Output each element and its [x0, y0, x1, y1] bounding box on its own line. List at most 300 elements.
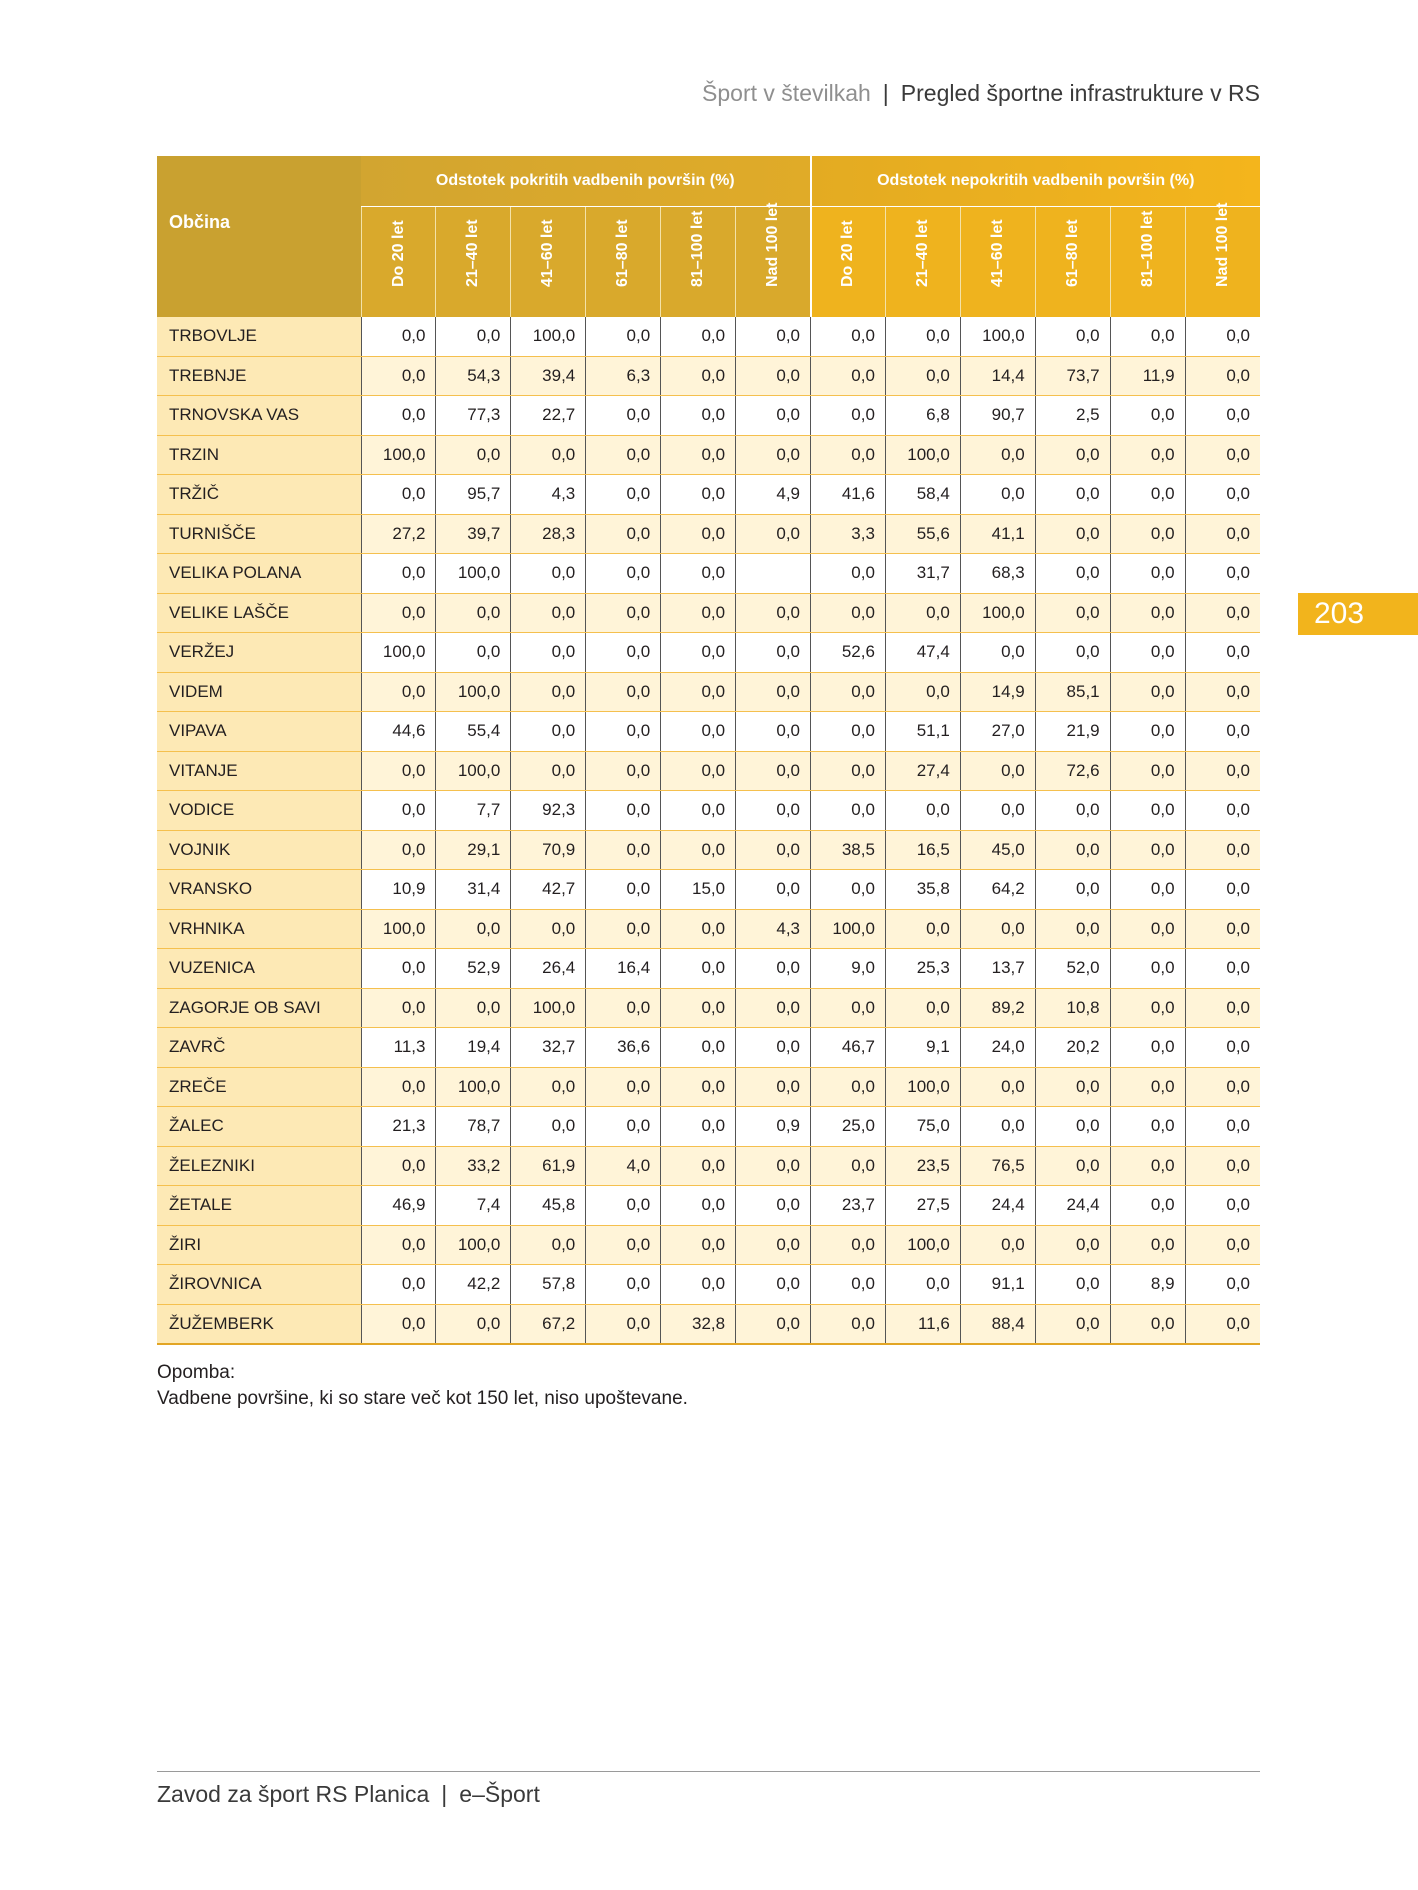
table-row — [157, 356, 1260, 396]
uncovered-percent-cell: 0,0 — [1110, 435, 1185, 475]
covered-percent-cell: 0,0 — [586, 791, 661, 831]
covered-percent-cell: 0,0 — [586, 909, 661, 949]
covered-percent-cell: 0,0 — [586, 514, 661, 554]
covered-percent-cell: 95,7 — [436, 475, 511, 515]
municipality-name: VELIKE LAŠČE — [157, 593, 361, 633]
municipality-name: ŽIRI — [157, 1225, 361, 1265]
covered-percent-cell: 15,0 — [661, 870, 736, 910]
uncovered-percent-cell: 0,0 — [960, 909, 1035, 949]
covered-percent-cell: 0,0 — [736, 672, 811, 712]
uncovered-percent-cell: 52,0 — [1035, 949, 1110, 989]
table-row — [157, 870, 1260, 910]
covered-percent-cell: 0,0 — [661, 672, 736, 712]
uncovered-percent-cell: 0,0 — [1110, 830, 1185, 870]
uncovered-percent-cell: 0,0 — [1035, 554, 1110, 594]
age-header-label: 81–100 let — [1138, 210, 1156, 287]
covered-percent-cell: 0,0 — [736, 712, 811, 752]
uncovered-percent-cell: 0,0 — [1110, 1186, 1185, 1226]
covered-percent-cell: 0,0 — [736, 1067, 811, 1107]
covered-percent-cell: 0,0 — [736, 396, 811, 436]
covered-percent-cell: 77,3 — [436, 396, 511, 436]
covered-percent-cell: 0,0 — [436, 1304, 511, 1344]
uncovered-percent-cell: 0,0 — [811, 435, 886, 475]
uncovered-percent-cell: 51,1 — [885, 712, 960, 752]
uncovered-percent-cell: 0,0 — [1110, 1028, 1185, 1068]
uncovered-percent-cell: 0,0 — [1185, 1304, 1260, 1344]
uncovered-percent-cell: 0,0 — [1035, 870, 1110, 910]
uncovered-percent-cell: 0,0 — [1185, 1067, 1260, 1107]
covered-percent-cell: 0,0 — [736, 1028, 811, 1068]
covered-percent-cell: 0,0 — [361, 988, 436, 1028]
uncovered-percent-cell: 0,0 — [1110, 1146, 1185, 1186]
covered-percent-cell: 0,0 — [436, 633, 511, 673]
uncovered-percent-cell: 52,6 — [811, 633, 886, 673]
uncovered-percent-cell: 21,9 — [1035, 712, 1110, 752]
uncovered-percent-cell: 58,4 — [885, 475, 960, 515]
covered-percent-cell: 0,0 — [661, 633, 736, 673]
table-row — [157, 1225, 1260, 1265]
covered-percent-cell: 0,0 — [661, 988, 736, 1028]
uncovered-percent-cell: 0,0 — [1185, 830, 1260, 870]
covered-percent-cell: 0,0 — [736, 633, 811, 673]
page-footer — [157, 1781, 540, 1808]
uncovered-percent-cell: 0,0 — [1185, 1225, 1260, 1265]
uncovered-percent-cell: 0,0 — [811, 791, 886, 831]
uncovered-percent-cell: 0,0 — [1110, 514, 1185, 554]
covered-percent-cell: 0,0 — [361, 1225, 436, 1265]
uncovered-percent-cell: 0,0 — [1185, 1028, 1260, 1068]
uncovered-percent-cell: 10,8 — [1035, 988, 1110, 1028]
uncovered-percent-cell: 41,6 — [811, 475, 886, 515]
municipality-name: VRHNIKA — [157, 909, 361, 949]
uncovered-age-header — [1110, 207, 1185, 318]
covered-percent-cell: 78,7 — [436, 1107, 511, 1147]
municipality-name: ŽELEZNIKI — [157, 1146, 361, 1186]
uncovered-percent-cell: 3,3 — [811, 514, 886, 554]
uncovered-percent-cell: 0,0 — [811, 751, 886, 791]
table-row — [157, 554, 1260, 594]
uncovered-percent-cell: 0,0 — [1185, 751, 1260, 791]
covered-percent-cell: 0,0 — [661, 1067, 736, 1107]
municipality-name: TREBNJE — [157, 356, 361, 396]
age-header-label: Do 20 let — [839, 220, 857, 287]
covered-percent-cell: 0,0 — [361, 1265, 436, 1305]
uncovered-percent-cell: 0,0 — [1185, 317, 1260, 356]
uncovered-percent-cell: 0,0 — [811, 1146, 886, 1186]
uncovered-percent-cell: 0,0 — [811, 988, 886, 1028]
uncovered-percent-cell: 41,1 — [960, 514, 1035, 554]
covered-percent-cell: 0,0 — [736, 988, 811, 1028]
uncovered-percent-cell: 0,0 — [1110, 1225, 1185, 1265]
covered-percent-cell: 0,0 — [586, 1225, 661, 1265]
covered-percent-cell: 0,0 — [511, 909, 586, 949]
covered-percent-cell: 0,0 — [736, 1304, 811, 1344]
section-title: Pregled športne infrastrukture v RS — [900, 80, 1260, 106]
covered-percent-cell: 0,0 — [661, 791, 736, 831]
covered-percent-cell: 4,9 — [736, 475, 811, 515]
covered-percent-cell: 0,0 — [436, 593, 511, 633]
table-row — [157, 435, 1260, 475]
covered-percent-cell: 0,0 — [511, 1107, 586, 1147]
uncovered-percent-cell: 20,2 — [1035, 1028, 1110, 1068]
covered-percent-cell: 0,0 — [736, 356, 811, 396]
covered-age-header — [361, 207, 436, 318]
uncovered-percent-cell: 24,4 — [1035, 1186, 1110, 1226]
covered-percent-cell: 0,0 — [586, 593, 661, 633]
uncovered-percent-cell: 0,0 — [811, 396, 886, 436]
covered-percent-cell: 100,0 — [361, 435, 436, 475]
municipality-name: ZAGORJE OB SAVI — [157, 988, 361, 1028]
municipality-name: VODICE — [157, 791, 361, 831]
uncovered-percent-cell: 0,0 — [1035, 1225, 1110, 1265]
footer-divider — [157, 1771, 1260, 1772]
uncovered-percent-cell: 0,0 — [1035, 435, 1110, 475]
covered-percent-cell: 4,3 — [511, 475, 586, 515]
municipality-name: VIPAVA — [157, 712, 361, 752]
covered-percent-cell: 0,0 — [661, 317, 736, 356]
table-row — [157, 593, 1260, 633]
table-body — [157, 317, 1260, 1344]
covered-percent-cell: 55,4 — [436, 712, 511, 752]
municipality-name: VRANSKO — [157, 870, 361, 910]
municipality-name: TRNOVSKA VAS — [157, 396, 361, 436]
covered-percent-cell: 29,1 — [436, 830, 511, 870]
covered-percent-cell: 0,0 — [361, 1146, 436, 1186]
uncovered-percent-cell: 46,7 — [811, 1028, 886, 1068]
page-number-tab: 203 — [1298, 593, 1418, 635]
covered-percent-cell: 6,3 — [586, 356, 661, 396]
municipality-name: TRŽIČ — [157, 475, 361, 515]
table-row — [157, 949, 1260, 989]
table-row — [157, 909, 1260, 949]
covered-percent-cell: 61,9 — [511, 1146, 586, 1186]
table-row — [157, 672, 1260, 712]
municipality-name: VITANJE — [157, 751, 361, 791]
uncovered-percent-cell: 0,0 — [1110, 988, 1185, 1028]
uncovered-percent-cell: 0,0 — [885, 1265, 960, 1305]
uncovered-age-header — [960, 207, 1035, 318]
covered-surfaces-group-header: Odstotek pokritih vadbenih površin (%) — [361, 156, 810, 207]
uncovered-percent-cell: 0,0 — [811, 1304, 886, 1344]
covered-percent-cell: 26,4 — [511, 949, 586, 989]
covered-percent-cell: 0,0 — [586, 988, 661, 1028]
covered-percent-cell — [736, 554, 811, 594]
sports-surfaces-table — [157, 156, 1260, 1345]
covered-percent-cell: 0,0 — [361, 317, 436, 356]
covered-percent-cell: 0,0 — [361, 949, 436, 989]
uncovered-percent-cell: 11,9 — [1110, 356, 1185, 396]
covered-percent-cell: 4,3 — [736, 909, 811, 949]
covered-percent-cell: 0,0 — [736, 1186, 811, 1226]
covered-percent-cell: 0,0 — [736, 1265, 811, 1305]
uncovered-percent-cell: 73,7 — [1035, 356, 1110, 396]
covered-percent-cell: 0,0 — [586, 633, 661, 673]
uncovered-percent-cell: 25,0 — [811, 1107, 886, 1147]
covered-percent-cell: 0,0 — [586, 751, 661, 791]
table-row — [157, 791, 1260, 831]
uncovered-percent-cell: 0,0 — [1035, 830, 1110, 870]
uncovered-percent-cell: 0,0 — [1185, 435, 1260, 475]
covered-percent-cell: 0,0 — [586, 1186, 661, 1226]
age-header-label: 21–40 let — [464, 219, 482, 287]
covered-percent-cell: 19,4 — [436, 1028, 511, 1068]
uncovered-percent-cell: 0,0 — [960, 435, 1035, 475]
covered-percent-cell: 32,7 — [511, 1028, 586, 1068]
uncovered-percent-cell: 0,0 — [960, 791, 1035, 831]
uncovered-percent-cell: 0,0 — [1110, 909, 1185, 949]
covered-percent-cell: 0,0 — [661, 1107, 736, 1147]
covered-percent-cell: 0,0 — [436, 988, 511, 1028]
uncovered-percent-cell: 27,5 — [885, 1186, 960, 1226]
covered-percent-cell: 100,0 — [361, 909, 436, 949]
uncovered-surfaces-group-header: Odstotek nepokritih vadbenih površin (%) — [811, 156, 1261, 207]
covered-percent-cell: 0,0 — [586, 1107, 661, 1147]
uncovered-percent-cell: 0,0 — [1110, 1107, 1185, 1147]
uncovered-percent-cell: 16,5 — [885, 830, 960, 870]
covered-percent-cell: 0,0 — [511, 554, 586, 594]
covered-percent-cell: 100,0 — [436, 1067, 511, 1107]
covered-percent-cell: 0,0 — [736, 791, 811, 831]
covered-percent-cell: 0,0 — [661, 1265, 736, 1305]
uncovered-percent-cell: 100,0 — [885, 1225, 960, 1265]
uncovered-percent-cell: 0,0 — [1185, 949, 1260, 989]
uncovered-percent-cell: 0,0 — [811, 317, 886, 356]
uncovered-percent-cell: 0,0 — [1185, 633, 1260, 673]
covered-percent-cell: 57,8 — [511, 1265, 586, 1305]
covered-percent-cell: 7,4 — [436, 1186, 511, 1226]
uncovered-percent-cell: 0,0 — [1185, 712, 1260, 752]
note-title: Opomba: — [157, 1362, 236, 1383]
municipality-name: VERŽEJ — [157, 633, 361, 673]
uncovered-percent-cell: 0,0 — [1110, 949, 1185, 989]
uncovered-percent-cell: 88,4 — [960, 1304, 1035, 1344]
table-row — [157, 1186, 1260, 1226]
uncovered-percent-cell: 0,0 — [1110, 554, 1185, 594]
covered-percent-cell: 0,0 — [736, 870, 811, 910]
covered-percent-cell: 0,0 — [586, 672, 661, 712]
covered-percent-cell: 45,8 — [511, 1186, 586, 1226]
uncovered-percent-cell: 85,1 — [1035, 672, 1110, 712]
table-row — [157, 830, 1260, 870]
covered-percent-cell: 39,4 — [511, 356, 586, 396]
municipality-name: ZREČE — [157, 1067, 361, 1107]
table-row — [157, 1304, 1260, 1344]
covered-percent-cell: 0,0 — [361, 751, 436, 791]
uncovered-percent-cell: 0,0 — [1110, 633, 1185, 673]
uncovered-percent-cell: 64,2 — [960, 870, 1035, 910]
table-note — [157, 1360, 688, 1412]
covered-percent-cell: 92,3 — [511, 791, 586, 831]
uncovered-percent-cell: 45,0 — [960, 830, 1035, 870]
municipality-name: VUZENICA — [157, 949, 361, 989]
table-row — [157, 712, 1260, 752]
covered-percent-cell: 0,0 — [661, 909, 736, 949]
uncovered-percent-cell: 0,0 — [885, 317, 960, 356]
uncovered-percent-cell: 9,1 — [885, 1028, 960, 1068]
uncovered-percent-cell: 0,0 — [1110, 475, 1185, 515]
table-row — [157, 633, 1260, 673]
covered-percent-cell: 0,0 — [361, 672, 436, 712]
uncovered-percent-cell: 0,0 — [1110, 1304, 1185, 1344]
uncovered-percent-cell: 0,0 — [1035, 909, 1110, 949]
covered-percent-cell: 46,9 — [361, 1186, 436, 1226]
uncovered-percent-cell: 0,0 — [960, 1067, 1035, 1107]
covered-percent-cell: 0,0 — [436, 435, 511, 475]
covered-percent-cell: 0,0 — [436, 909, 511, 949]
uncovered-percent-cell: 55,6 — [885, 514, 960, 554]
covered-percent-cell: 0,0 — [736, 1146, 811, 1186]
municipality-name: VOJNIK — [157, 830, 361, 870]
uncovered-percent-cell: 90,7 — [960, 396, 1035, 436]
municipality-name: ŽIROVNICA — [157, 1265, 361, 1305]
covered-percent-cell: 0,0 — [361, 475, 436, 515]
uncovered-percent-cell: 100,0 — [960, 593, 1035, 633]
uncovered-percent-cell: 0,0 — [1185, 1107, 1260, 1147]
covered-percent-cell: 0,0 — [661, 1146, 736, 1186]
uncovered-percent-cell: 0,0 — [1110, 791, 1185, 831]
uncovered-percent-cell: 0,0 — [885, 356, 960, 396]
covered-percent-cell: 42,7 — [511, 870, 586, 910]
uncovered-percent-cell: 0,0 — [1035, 475, 1110, 515]
age-header-label: Nad 100 let — [763, 202, 781, 287]
covered-age-header — [436, 207, 511, 318]
uncovered-percent-cell: 38,5 — [811, 830, 886, 870]
uncovered-percent-cell: 75,0 — [885, 1107, 960, 1147]
covered-percent-cell: 0,0 — [511, 672, 586, 712]
uncovered-percent-cell: 0,0 — [811, 356, 886, 396]
uncovered-percent-cell: 0,0 — [960, 1225, 1035, 1265]
covered-percent-cell: 100,0 — [436, 554, 511, 594]
uncovered-percent-cell: 0,0 — [1110, 396, 1185, 436]
municipality-name: ŽUŽEMBERK — [157, 1304, 361, 1344]
covered-percent-cell: 0,0 — [661, 356, 736, 396]
covered-percent-cell: 0,0 — [511, 1225, 586, 1265]
table-row — [157, 475, 1260, 515]
covered-age-header — [511, 207, 586, 318]
uncovered-percent-cell: 0,0 — [1185, 870, 1260, 910]
uncovered-percent-cell: 76,5 — [960, 1146, 1035, 1186]
covered-percent-cell: 10,9 — [361, 870, 436, 910]
covered-percent-cell: 39,7 — [436, 514, 511, 554]
uncovered-percent-cell: 25,3 — [885, 949, 960, 989]
uncovered-percent-cell: 0,0 — [885, 909, 960, 949]
uncovered-percent-cell: 0,0 — [1110, 870, 1185, 910]
covered-percent-cell: 0,0 — [361, 593, 436, 633]
covered-percent-cell: 0,0 — [361, 356, 436, 396]
covered-percent-cell: 0,0 — [661, 1225, 736, 1265]
covered-percent-cell: 0,0 — [586, 435, 661, 475]
uncovered-percent-cell: 24,0 — [960, 1028, 1035, 1068]
age-header-label: 41–60 let — [539, 219, 557, 287]
publication-title: Šport v številkah — [702, 80, 871, 106]
footer-separator: | — [441, 1781, 448, 1807]
covered-percent-cell: 0,0 — [661, 712, 736, 752]
covered-percent-cell: 0,0 — [511, 712, 586, 752]
municipality-name: TURNIŠČE — [157, 514, 361, 554]
table-row — [157, 1067, 1260, 1107]
age-header-label: Do 20 let — [389, 220, 407, 287]
covered-percent-cell: 0,0 — [511, 751, 586, 791]
covered-percent-cell: 100,0 — [436, 751, 511, 791]
municipality-name: VIDEM — [157, 672, 361, 712]
uncovered-percent-cell: 0,0 — [960, 633, 1035, 673]
age-header-label: 81–100 let — [689, 210, 707, 287]
covered-percent-cell: 32,8 — [661, 1304, 736, 1344]
table-row — [157, 751, 1260, 791]
covered-percent-cell: 0,0 — [586, 317, 661, 356]
municipality-name: ŽETALE — [157, 1186, 361, 1226]
covered-percent-cell: 0,0 — [511, 593, 586, 633]
covered-percent-cell: 100,0 — [436, 672, 511, 712]
covered-percent-cell: 0,0 — [736, 514, 811, 554]
covered-percent-cell: 28,3 — [511, 514, 586, 554]
table-row — [157, 1028, 1260, 1068]
uncovered-percent-cell: 0,0 — [811, 1225, 886, 1265]
municipality-column-header: Občina — [157, 156, 361, 317]
uncovered-percent-cell: 0,0 — [1185, 672, 1260, 712]
covered-percent-cell: 0,0 — [586, 1304, 661, 1344]
uncovered-percent-cell: 0,0 — [885, 988, 960, 1028]
covered-age-header — [736, 202, 811, 318]
covered-percent-cell: 0,0 — [661, 1028, 736, 1068]
uncovered-percent-cell: 13,7 — [960, 949, 1035, 989]
covered-percent-cell: 0,0 — [661, 514, 736, 554]
uncovered-percent-cell: 0,0 — [811, 672, 886, 712]
age-header-label: 61–80 let — [614, 219, 632, 287]
uncovered-percent-cell: 0,0 — [1035, 1304, 1110, 1344]
covered-percent-cell: 0,0 — [361, 791, 436, 831]
uncovered-percent-cell: 0,0 — [1185, 1146, 1260, 1186]
covered-percent-cell: 0,0 — [661, 475, 736, 515]
covered-percent-cell: 0,0 — [436, 317, 511, 356]
uncovered-age-header — [885, 207, 960, 318]
covered-percent-cell: 0,0 — [661, 830, 736, 870]
uncovered-percent-cell: 23,5 — [885, 1146, 960, 1186]
covered-percent-cell: 22,7 — [511, 396, 586, 436]
uncovered-percent-cell: 0,0 — [811, 712, 886, 752]
uncovered-percent-cell: 0,0 — [1185, 514, 1260, 554]
covered-age-header — [586, 207, 661, 318]
covered-percent-cell: 0,0 — [736, 593, 811, 633]
footer-product: e–Šport — [459, 1781, 540, 1807]
uncovered-percent-cell: 9,0 — [811, 949, 886, 989]
uncovered-percent-cell: 0,0 — [1185, 475, 1260, 515]
covered-percent-cell: 0,0 — [586, 830, 661, 870]
uncovered-percent-cell: 47,4 — [885, 633, 960, 673]
uncovered-percent-cell: 0,0 — [1110, 672, 1185, 712]
uncovered-percent-cell: 0,0 — [1035, 1067, 1110, 1107]
uncovered-percent-cell: 100,0 — [885, 435, 960, 475]
uncovered-percent-cell: 0,0 — [1035, 593, 1110, 633]
uncovered-percent-cell: 100,0 — [960, 317, 1035, 356]
covered-percent-cell: 52,9 — [436, 949, 511, 989]
uncovered-age-header — [811, 207, 886, 318]
uncovered-percent-cell: 0,0 — [960, 751, 1035, 791]
uncovered-percent-cell: 100,0 — [885, 1067, 960, 1107]
uncovered-percent-cell: 6,8 — [885, 396, 960, 436]
uncovered-percent-cell: 0,0 — [1185, 909, 1260, 949]
covered-percent-cell: 100,0 — [361, 633, 436, 673]
covered-age-header — [661, 207, 736, 318]
uncovered-percent-cell: 0,0 — [1110, 712, 1185, 752]
table-row — [157, 317, 1260, 356]
covered-percent-cell: 0,0 — [661, 554, 736, 594]
uncovered-percent-cell: 0,0 — [1185, 396, 1260, 436]
uncovered-percent-cell: 0,0 — [885, 791, 960, 831]
table-row — [157, 1265, 1260, 1305]
uncovered-percent-cell: 0,0 — [1185, 1265, 1260, 1305]
uncovered-percent-cell: 68,3 — [960, 554, 1035, 594]
